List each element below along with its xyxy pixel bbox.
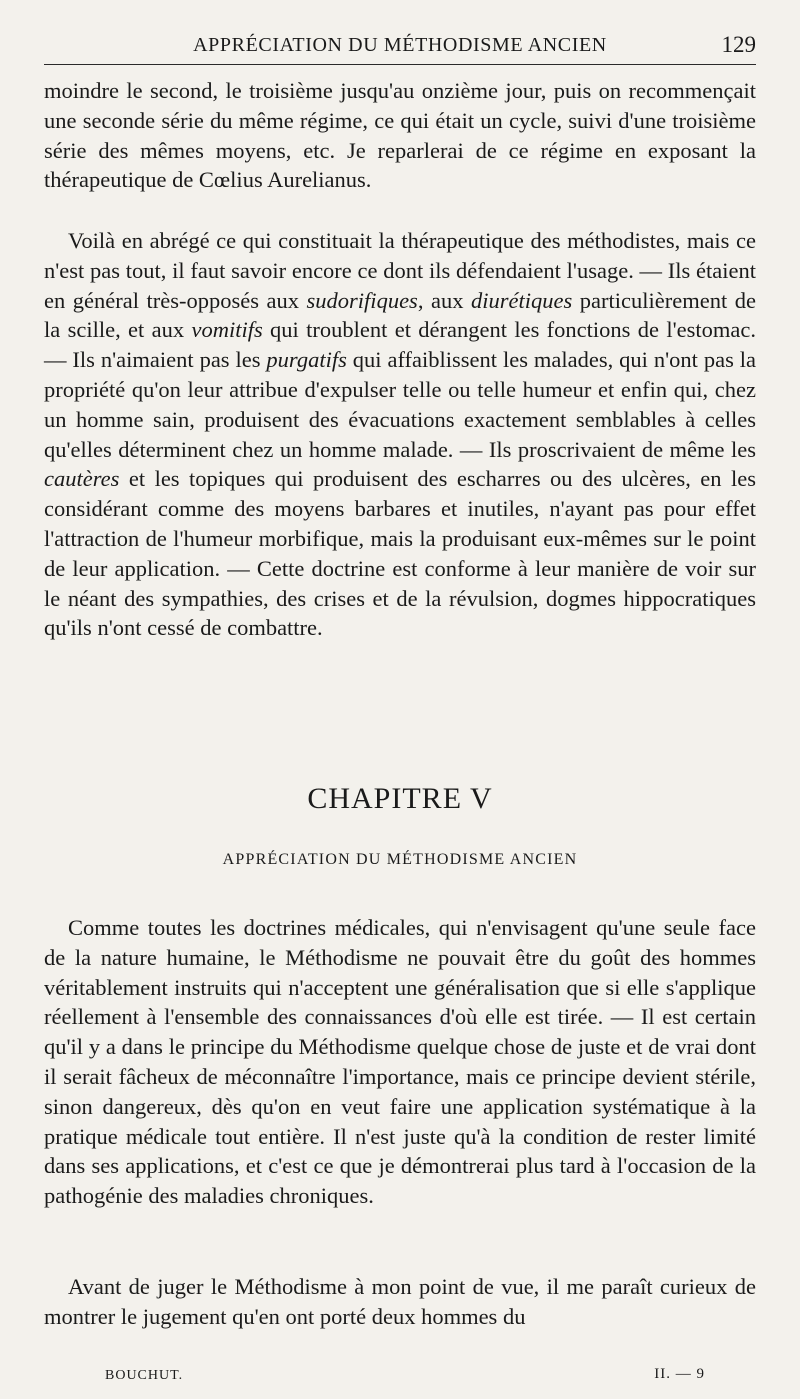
text-run: qui affaiblissent les malades, qui n'ont pas la propriété qu'on leur attribue d'expulser telle ou telle humeur et enfin qui, chez un homme sain, produisent des évacuations exactement semblables à celles qu'elles déterminent chez un homme malade. — Ils proscrivaient de même les xyxy=(44,347,756,462)
text-run: qui troublent et dérangent les fonctions de l'estomac. — Ils n'aimaient pas les xyxy=(44,317,756,373)
text-run: et les topiques qui produisent des escharres ou des ulcères, en les considérant comme des moyens barbares et inutiles, n'ayant pas pour effet l'attraction de l'humeur morbifique, mais la produisant eux-mêmes sur le point de leur application. — Cette doctrine est conforme à leur manière de voir sur le néant des sympathies, des crises et de la révulsion, dogmes hippocratiques qu'ils n'ont cessé de combattre. xyxy=(44,466,756,641)
paragraph-continuation xyxy=(44,76,756,195)
italic-term: cautères xyxy=(44,466,120,492)
running-header xyxy=(44,30,756,65)
italic-term: vomitifs xyxy=(191,317,263,343)
chapter-title: CHAPITRE V xyxy=(307,782,493,815)
italic-term: purgatifs xyxy=(266,347,347,373)
italic-term: diurétiques xyxy=(471,287,573,313)
running-title: APPRÉCIATION DU MÉTHODISME ANCIEN xyxy=(193,34,607,56)
paragraph-judgment xyxy=(44,1272,756,1332)
text-run: Voilà en abrégé ce qui constituait la thérapeutique des méthodistes, mais ce n'est pas tout, il faut savoir encore ce dont ils défendaient l'usage. — Ils étaient en général très-opposés aux xyxy=(44,228,756,313)
text-run: particulièrement de la scille, et aux xyxy=(44,287,756,343)
text-run: , aux xyxy=(417,287,471,313)
chapter-subtitle: APPRÉCIATION DU MÉTHODISME ANCIEN xyxy=(222,851,578,868)
paragraph-text: moindre le second, le troisième jusqu'au onzième jour, puis on recommençait une seconde série du même régime, ce qui était un cycle, suivi d'une troisième série des mêmes moyens, etc. Je reparlerai de ce régime en exposant la thérapeutique de Cœlius Aurelianus. xyxy=(44,78,756,193)
paragraph-doctrines xyxy=(44,913,756,1211)
italic-term: sudorifiques xyxy=(306,287,418,313)
paragraph-therapeutics xyxy=(44,226,756,643)
paragraph-text: Avant de juger le Méthodisme à mon point de vue, il me paraît curieux de montrer le jugement qu'en ont porté deux hommes du xyxy=(44,1274,756,1329)
page-number: 129 xyxy=(721,32,756,57)
footer-signature: II. — 9 xyxy=(654,1366,705,1382)
paragraph-text: Comme toutes les doctrines médicales, qui n'envisagent qu'une seule face de la nature humaine, le Méthodisme ne pouvait être du goût des hommes véritablement instruits qui n'acceptent une généralisation que si elle s'applique réellement à l'ensemble des connaissances d'où elle est tirée. — Il est certain qu'il y a dans le principe du Méthodisme quelque chose de juste et de vrai dont il serait fâcheux de méconnaître l'importance, mais ce principe devient stérile, sinon dangereux, dès qu'on en veut faire une application systématique à la pratique médicale tout entière. Il n'est juste qu'à la condition de rester limité dans ses applications, et c'est ce que je démontrerai plus tard à l'occasion de la pathogénie des maladies chroniques. xyxy=(44,915,756,1209)
footer-author: BOUCHUT. xyxy=(105,1368,184,1383)
